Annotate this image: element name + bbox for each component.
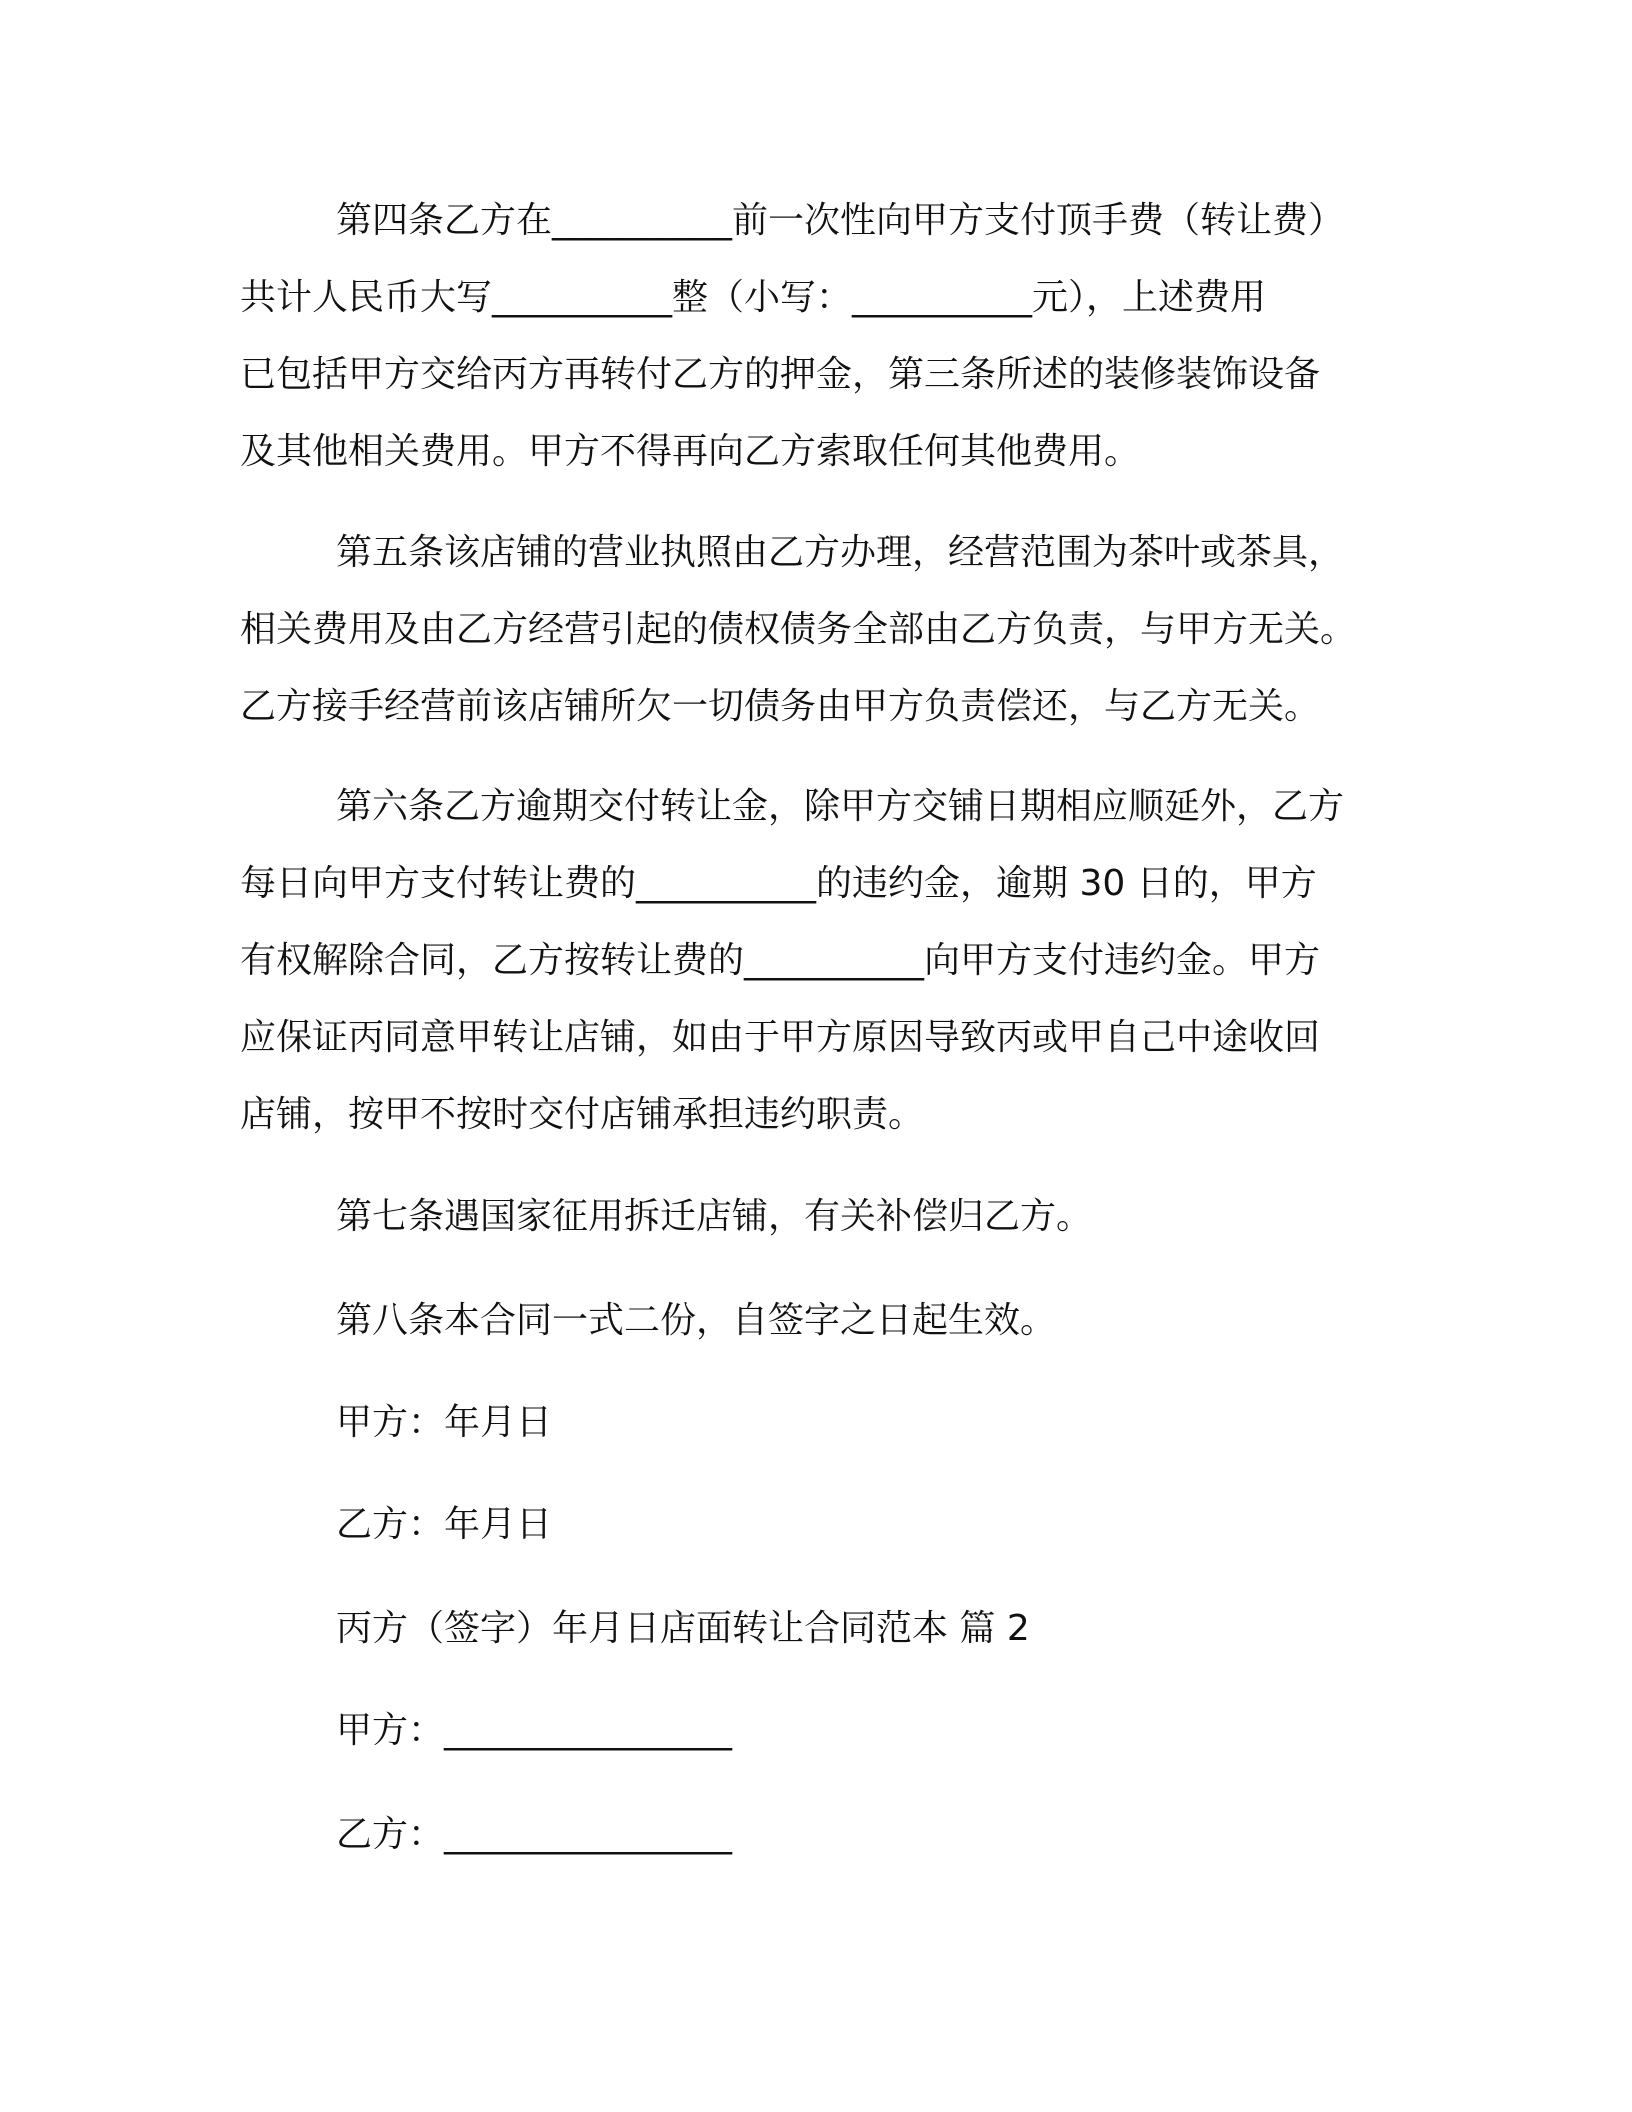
article-6-line-3: 有权解除合同，乙方按转让费的__________向甲方支付违约金。甲方	[240, 940, 1321, 981]
article-7-line: 第七条遇国家征用拆迁店铺，有关补偿归乙方。	[336, 1196, 1093, 1237]
party-b-signature-text: 乙方：________________	[336, 1814, 733, 1855]
party-c-line	[240, 1590, 1380, 1667]
article-6-line-2: 每日向甲方支付转让费的__________的违约金，逾期 30 日的，甲方	[240, 863, 1317, 904]
article-6-paragraph	[240, 768, 1380, 1153]
article-5-paragraph	[240, 514, 1380, 745]
party-b-signature-line	[240, 1796, 1380, 1873]
article-4-line-4: 及其他相关费用。甲方不得再向乙方索取任何其他费用。	[240, 431, 1141, 472]
article-6-line-4: 应保证丙同意甲转让店铺，如由于甲方原因导致丙或甲自己中途收回	[240, 1017, 1321, 1058]
party-a-date-line	[240, 1384, 1380, 1461]
party-a-signature-line	[240, 1692, 1380, 1769]
article-5-line-1: 第五条该店铺的营业执照由乙方办理，经营范围为茶叶或茶具，	[336, 532, 1345, 573]
article-8-paragraph	[240, 1282, 1380, 1359]
article-7-paragraph	[240, 1178, 1380, 1255]
party-b-date-line	[240, 1486, 1380, 1563]
article-5-line-3: 乙方接手经营前该店铺所欠一切债务由甲方负责偿还，与乙方无关。	[240, 686, 1321, 727]
party-c-text: 丙方（签字）年月日店面转让合同范本 篇 2	[336, 1608, 1030, 1649]
party-a-date-text: 甲方：年月日	[336, 1402, 553, 1443]
party-b-date-text: 乙方：年月日	[336, 1504, 553, 1545]
article-5-line-2: 相关费用及由乙方经营引起的债权债务全部由乙方负责，与甲方无关。	[240, 609, 1357, 650]
article-4-paragraph	[240, 182, 1380, 490]
article-8-line: 第八条本合同一式二份，自签字之日起生效。	[336, 1300, 1057, 1341]
article-6-line-5: 店铺，按甲不按时交付店铺承担违约职责。	[240, 1094, 925, 1135]
article-4-line-2: 共计人民币大写__________整（小写：__________元），上述费用	[240, 277, 1267, 318]
article-4-line-3: 已包括甲方交给丙方再转付乙方的押金，第三条所述的装修装饰设备	[240, 354, 1321, 395]
article-6-line-1: 第六条乙方逾期交付转让金，除甲方交铺日期相应顺延外，乙方	[336, 786, 1345, 827]
article-4-line-1: 第四条乙方在__________前一次性向甲方支付顶手费（转让费）	[336, 200, 1345, 241]
party-a-signature-text: 甲方：________________	[336, 1710, 733, 1751]
